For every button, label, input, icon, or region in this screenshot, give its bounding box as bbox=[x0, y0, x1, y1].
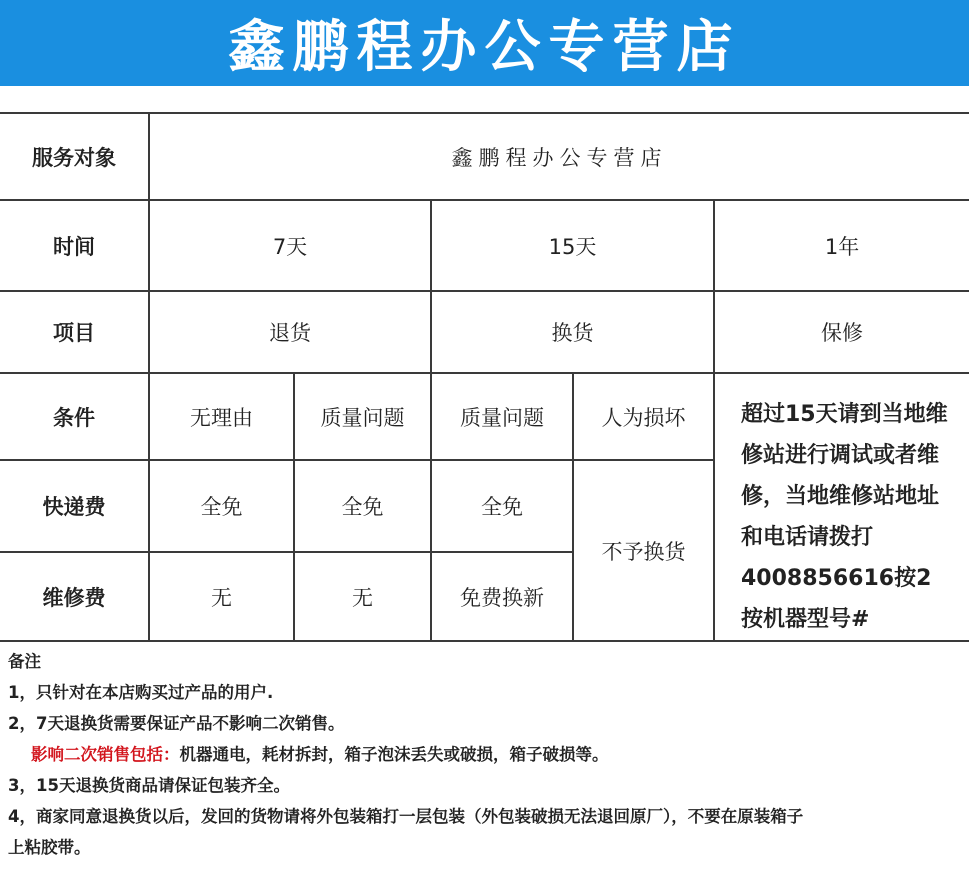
shipping-cell: 全免 bbox=[149, 460, 294, 552]
note-highlight: 影响二次销售包括： bbox=[30, 745, 180, 764]
notes-section bbox=[8, 646, 963, 863]
service-label: 服务对象 bbox=[0, 113, 149, 200]
condition-cell: 质量问题 bbox=[431, 373, 573, 460]
warranty-note: 超过15天请到当地维修站进行调试或者维修，当地维修站地址和电话请拨打4008856616按2按机器型号# bbox=[714, 373, 969, 641]
note-line: 2，7天退换货需要保证产品不影响二次销售。 bbox=[8, 714, 345, 733]
header-banner bbox=[0, 0, 969, 86]
item-cell: 保修 bbox=[714, 291, 969, 373]
repair-cell: 免费换新 bbox=[431, 552, 573, 641]
condition-cell: 人为损坏 bbox=[573, 373, 714, 460]
shipping-cell: 全免 bbox=[294, 460, 431, 552]
condition-cell: 质量问题 bbox=[294, 373, 431, 460]
condition-label: 条件 bbox=[0, 373, 149, 460]
table-row bbox=[0, 373, 969, 460]
item-cell: 换货 bbox=[431, 291, 714, 373]
table-row bbox=[0, 113, 969, 200]
note-line: 上粘胶带。 bbox=[8, 838, 91, 857]
table-row bbox=[0, 291, 969, 373]
repair-cell: 无 bbox=[294, 552, 431, 641]
note-line: 1，只针对在本店购买过产品的用户. bbox=[8, 683, 274, 702]
table-row bbox=[0, 200, 969, 291]
note-line: 4，商家同意退换货以后，发回的货物请将外包装箱打一层包装（外包装破损无法退回原厂），不要在原装箱子 bbox=[8, 807, 804, 826]
repair-cell: 无 bbox=[149, 552, 294, 641]
time-cell: 15天 bbox=[431, 200, 714, 291]
condition-cell: 无理由 bbox=[149, 373, 294, 460]
time-cell: 7天 bbox=[149, 200, 431, 291]
item-label: 项目 bbox=[0, 291, 149, 373]
notes-title: 备注 bbox=[8, 652, 41, 671]
repair-label: 维修费 bbox=[0, 552, 149, 641]
service-value: 鑫鹏程办公专营店 bbox=[149, 113, 969, 200]
policy-table-container bbox=[0, 112, 969, 637]
policy-table bbox=[0, 112, 969, 642]
banner-title: 鑫鹏程办公专营店 bbox=[228, 15, 741, 80]
time-label: 时间 bbox=[0, 200, 149, 291]
note-line bbox=[8, 739, 963, 770]
note-line: 3，15天退换货商品请保证包装齐全。 bbox=[8, 776, 290, 795]
item-cell: 退货 bbox=[149, 291, 431, 373]
time-cell: 1年 bbox=[714, 200, 969, 291]
shipping-label: 快递费 bbox=[0, 460, 149, 552]
shipping-cell: 全免 bbox=[431, 460, 573, 552]
note-highlight-detail: 机器通电，耗材拆封，箱子泡沫丢失或破损，箱子破损等。 bbox=[179, 745, 609, 764]
no-exchange-cell: 不予换货 bbox=[573, 460, 714, 641]
